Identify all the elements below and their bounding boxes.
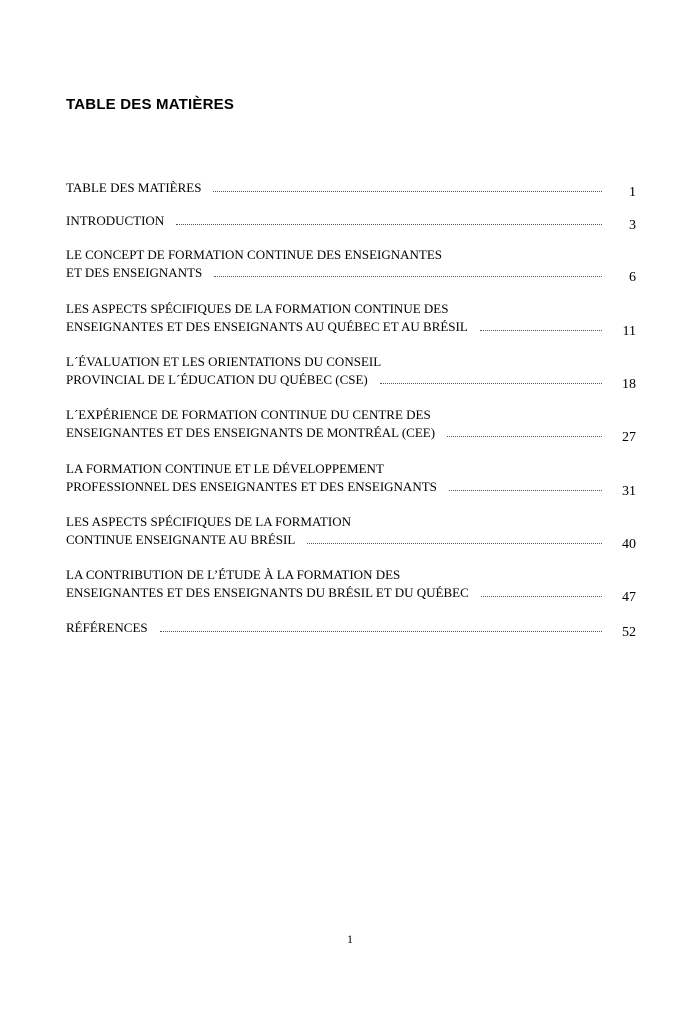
toc-entry-title: L´EXPÉRIENCE DE FORMATION CONTINUE DU CENTRE DES [66,407,431,422]
toc-entry-title-continued: ENSEIGNANTES ET DES ENSEIGNANTS DE MONTRÉAL (CEE) [66,425,436,440]
toc-page-number: 31 [622,484,636,499]
toc-entry-title: LA CONTRIBUTION DE L’ÉTUDE À LA FORMATION DES [66,567,401,582]
toc-entry-title-continued: PROFESSIONNEL DES ENSEIGNANTES ET DES ENSEIGNANTS [66,479,437,494]
toc-entry-title-continued: ET DES ENSEIGNANTS [66,265,203,280]
page-number-footer: 1 [347,932,353,946]
toc-entry-title: TABLE DES MATIÈRES [66,180,202,195]
leader-dots [160,631,602,632]
toc-entry-title: RÉFÉRENCES [66,620,148,635]
toc-entry-title: LA FORMATION CONTINUE ET LE DÉVELOPPEMENT [66,461,384,476]
leader-dots [380,383,602,384]
toc-entry-title: INTRODUCTION [66,213,165,228]
toc-page-number: 11 [622,324,636,339]
toc-page-number: 47 [622,590,636,605]
leader-dots [447,436,602,437]
leader-dots [213,191,602,192]
toc-page-number: 52 [622,625,636,640]
toc-entry-title-continued: PROVINCIAL DE L´ÉDUCATION DU QUÉBEC (CSE) [66,372,368,387]
toc-entry-title: LES ASPECTS SPÉCIFIQUES DE LA FORMATION [66,514,351,529]
leader-dots [480,330,602,331]
leader-dots [307,543,602,544]
toc-page-number: 3 [629,218,636,233]
toc-page-number: 40 [622,537,636,552]
toc-entry-title: LES ASPECTS SPÉCIFIQUES DE LA FORMATION CONTINUE DES [66,301,449,316]
toc-page-number: 18 [622,377,636,392]
toc-entry-title-continued: ENSEIGNANTES ET DES ENSEIGNANTS AU QUÉBEC ET AU BRÉSIL [66,319,468,334]
toc-entry-title: LE CONCEPT DE FORMATION CONTINUE DES ENSEIGNANTES [66,247,443,262]
toc-entry-title-continued: CONTINUE ENSEIGNANTE AU BRÉSIL [66,532,296,547]
leader-dots [176,224,602,225]
toc-page-number: 6 [629,270,636,285]
toc-entry-title-continued: ENSEIGNANTES ET DES ENSEIGNANTS DU BRÉSIL ET DU QUÉBEC [66,585,469,600]
leader-dots [481,596,602,597]
toc-page-number: 27 [622,430,636,445]
leader-dots [449,490,602,491]
leader-dots [214,276,602,277]
toc-entry-title: L´ÉVALUATION ET LES ORIENTATIONS DU CONSEIL [66,354,382,369]
toc-page-number: 1 [629,185,636,200]
page-heading: TABLE DES MATIÈRES [66,96,235,113]
